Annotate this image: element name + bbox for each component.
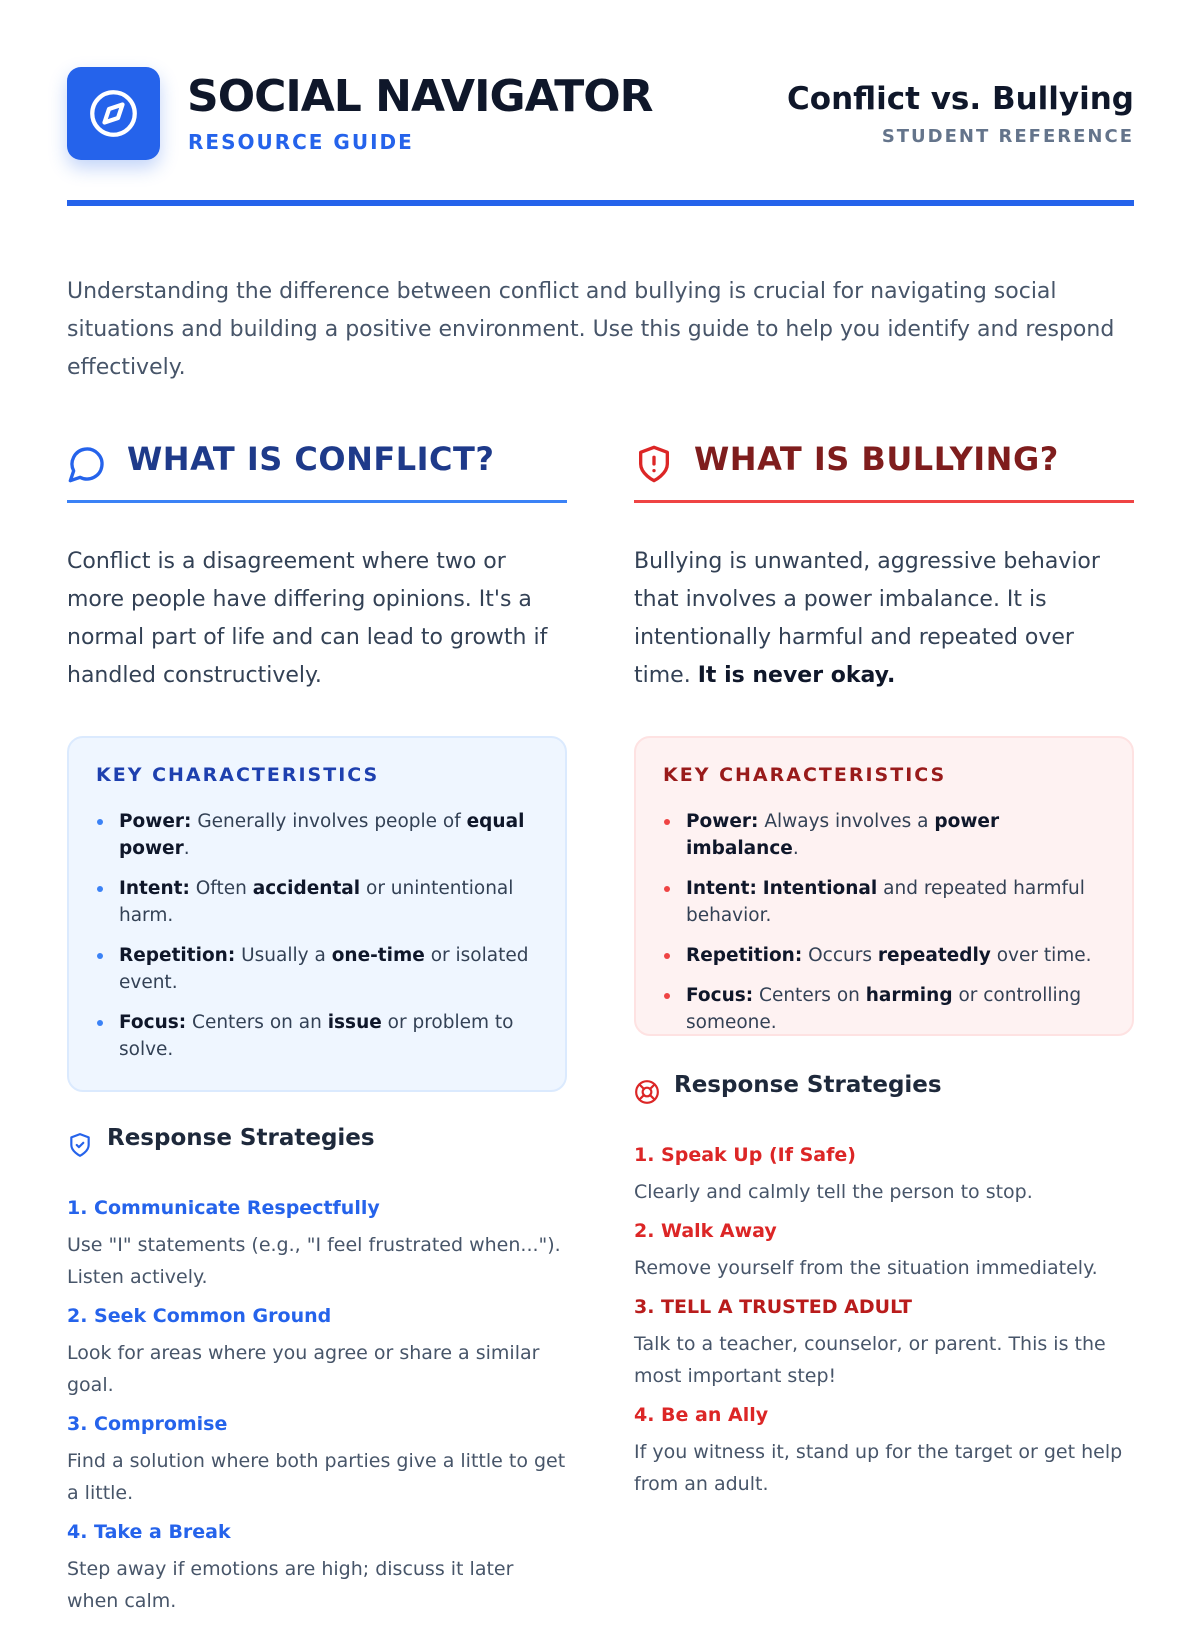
characteristics-title: KEY CHARACTERISTICS <box>663 764 947 786</box>
compass-icon <box>88 88 139 139</box>
list-item: Power: Generally involves people of equal power. <box>96 808 539 862</box>
alert-shield-icon <box>634 444 674 484</box>
list-item <box>634 1142 1134 1208</box>
strategy-title: 2. Seek Common Ground <box>67 1305 332 1327</box>
strategy-title: 4. Take a Break <box>67 1521 231 1543</box>
list-item: Intent: Intentional and repeated harmful behavior. <box>663 875 1106 929</box>
list-item <box>634 1218 1134 1284</box>
list-item: Repetition: Usually a one-time or isolated event. <box>96 942 539 996</box>
list-item <box>67 1303 567 1401</box>
characteristics-list <box>663 808 1106 1036</box>
strategy-text: Step away if emotions are high; discuss it later when calm. <box>67 1558 514 1612</box>
conflict-section <box>67 440 567 1612</box>
strategy-title: 1. Communicate Respectfully <box>67 1197 380 1219</box>
strategy-text: Clearly and calmly tell the person to stop. <box>634 1181 1033 1203</box>
page <box>67 0 1134 1612</box>
strategy-text: Look for areas where you agree or share a similar goal. <box>67 1342 540 1396</box>
speech-bubble-icon <box>67 444 107 484</box>
strategy-title: 3. TELL A TRUSTED ADULT <box>634 1296 912 1318</box>
doc-title: Conflict vs. Bullying <box>787 81 1134 117</box>
logo <box>67 67 160 160</box>
bullying-emphasis: It is never okay. <box>697 663 896 688</box>
strategy-text: Talk to a teacher, counselor, or parent. This is the most important step! <box>634 1333 1106 1387</box>
list-item <box>634 1402 1134 1500</box>
bullet <box>664 993 670 999</box>
strategy-title: 4. Be an Ally <box>634 1404 769 1426</box>
list-item <box>634 1294 1134 1392</box>
strategy-title: 2. Walk Away <box>634 1220 777 1242</box>
bullet <box>97 819 103 825</box>
list-item <box>67 1195 567 1293</box>
strategy-title: 3. Compromise <box>67 1413 228 1435</box>
bullying-heading <box>634 440 1134 500</box>
bullet <box>97 953 103 959</box>
bullet <box>664 819 670 825</box>
header-divider <box>67 200 1134 206</box>
strategies-title: Response Strategies <box>107 1125 375 1151</box>
list-item: Focus: Centers on harming or controlling someone. <box>663 982 1106 1036</box>
strategy-text: Use "I" statements (e.g., "I feel frustrated when..."). Listen actively. <box>67 1234 561 1288</box>
bullying-title: WHAT IS BULLYING? <box>694 440 1059 478</box>
bullying-description: Bullying is unwanted, aggressive behavior that involves a power imbalance. It is intentionally harmful and repeated over time. It is never okay. <box>634 549 1100 688</box>
conflict-divider <box>67 500 567 503</box>
doc-subtitle: STUDENT REFERENCE <box>881 126 1134 147</box>
intro-paragraph: Understanding the difference between conflict and bullying is crucial for navigating social situations and building a positive environment. Use this guide to help you identify and respond effectively. <box>67 279 1115 380</box>
header <box>67 67 1134 207</box>
bullying-divider <box>634 500 1134 503</box>
bullet <box>664 953 670 959</box>
characteristics-title: KEY CHARACTERISTICS <box>96 764 380 786</box>
shield-check-icon <box>67 1132 93 1158</box>
bullet <box>664 886 670 892</box>
list-item: Intent: Often accidental or unintentional harm. <box>96 875 539 929</box>
bullying-section <box>634 440 1134 1495</box>
brand-title: SOCIAL NAVIGATOR <box>187 71 653 122</box>
bullet <box>97 1020 103 1026</box>
strategy-text: Remove yourself from the situation immediately. <box>634 1257 1098 1279</box>
conflict-title: WHAT IS CONFLICT? <box>127 440 495 478</box>
conflict-heading <box>67 440 567 500</box>
strategies-title: Response Strategies <box>674 1072 942 1098</box>
list-item: Repetition: Occurs repeatedly over time. <box>663 942 1106 969</box>
bullet <box>97 886 103 892</box>
list-item: Power: Always involves a power imbalance. <box>663 808 1106 862</box>
conflict-characteristics-card <box>67 736 567 1092</box>
lifebuoy-icon <box>634 1079 660 1105</box>
conflict-description: Conflict is a disagreement where two or more people have differing opinions. It's a normal part of life and can lead to growth if handled constructively. <box>67 549 548 688</box>
bullying-strategies-list <box>634 1142 1134 1510</box>
characteristics-list <box>96 808 539 1063</box>
list-item <box>67 1411 567 1509</box>
strategy-title: 1. Speak Up (If Safe) <box>634 1144 856 1166</box>
brand-subtitle: RESOURCE GUIDE <box>188 130 414 154</box>
bullying-characteristics-card <box>634 736 1134 1036</box>
strategy-text: If you witness it, stand up for the target or get help from an adult. <box>634 1441 1123 1495</box>
list-item: Focus: Centers on an issue or problem to solve. <box>96 1009 539 1063</box>
strategy-text: Find a solution where both parties give a little to get a little. <box>67 1450 566 1504</box>
list-item <box>67 1519 567 1617</box>
conflict-strategies-list <box>67 1195 567 1627</box>
